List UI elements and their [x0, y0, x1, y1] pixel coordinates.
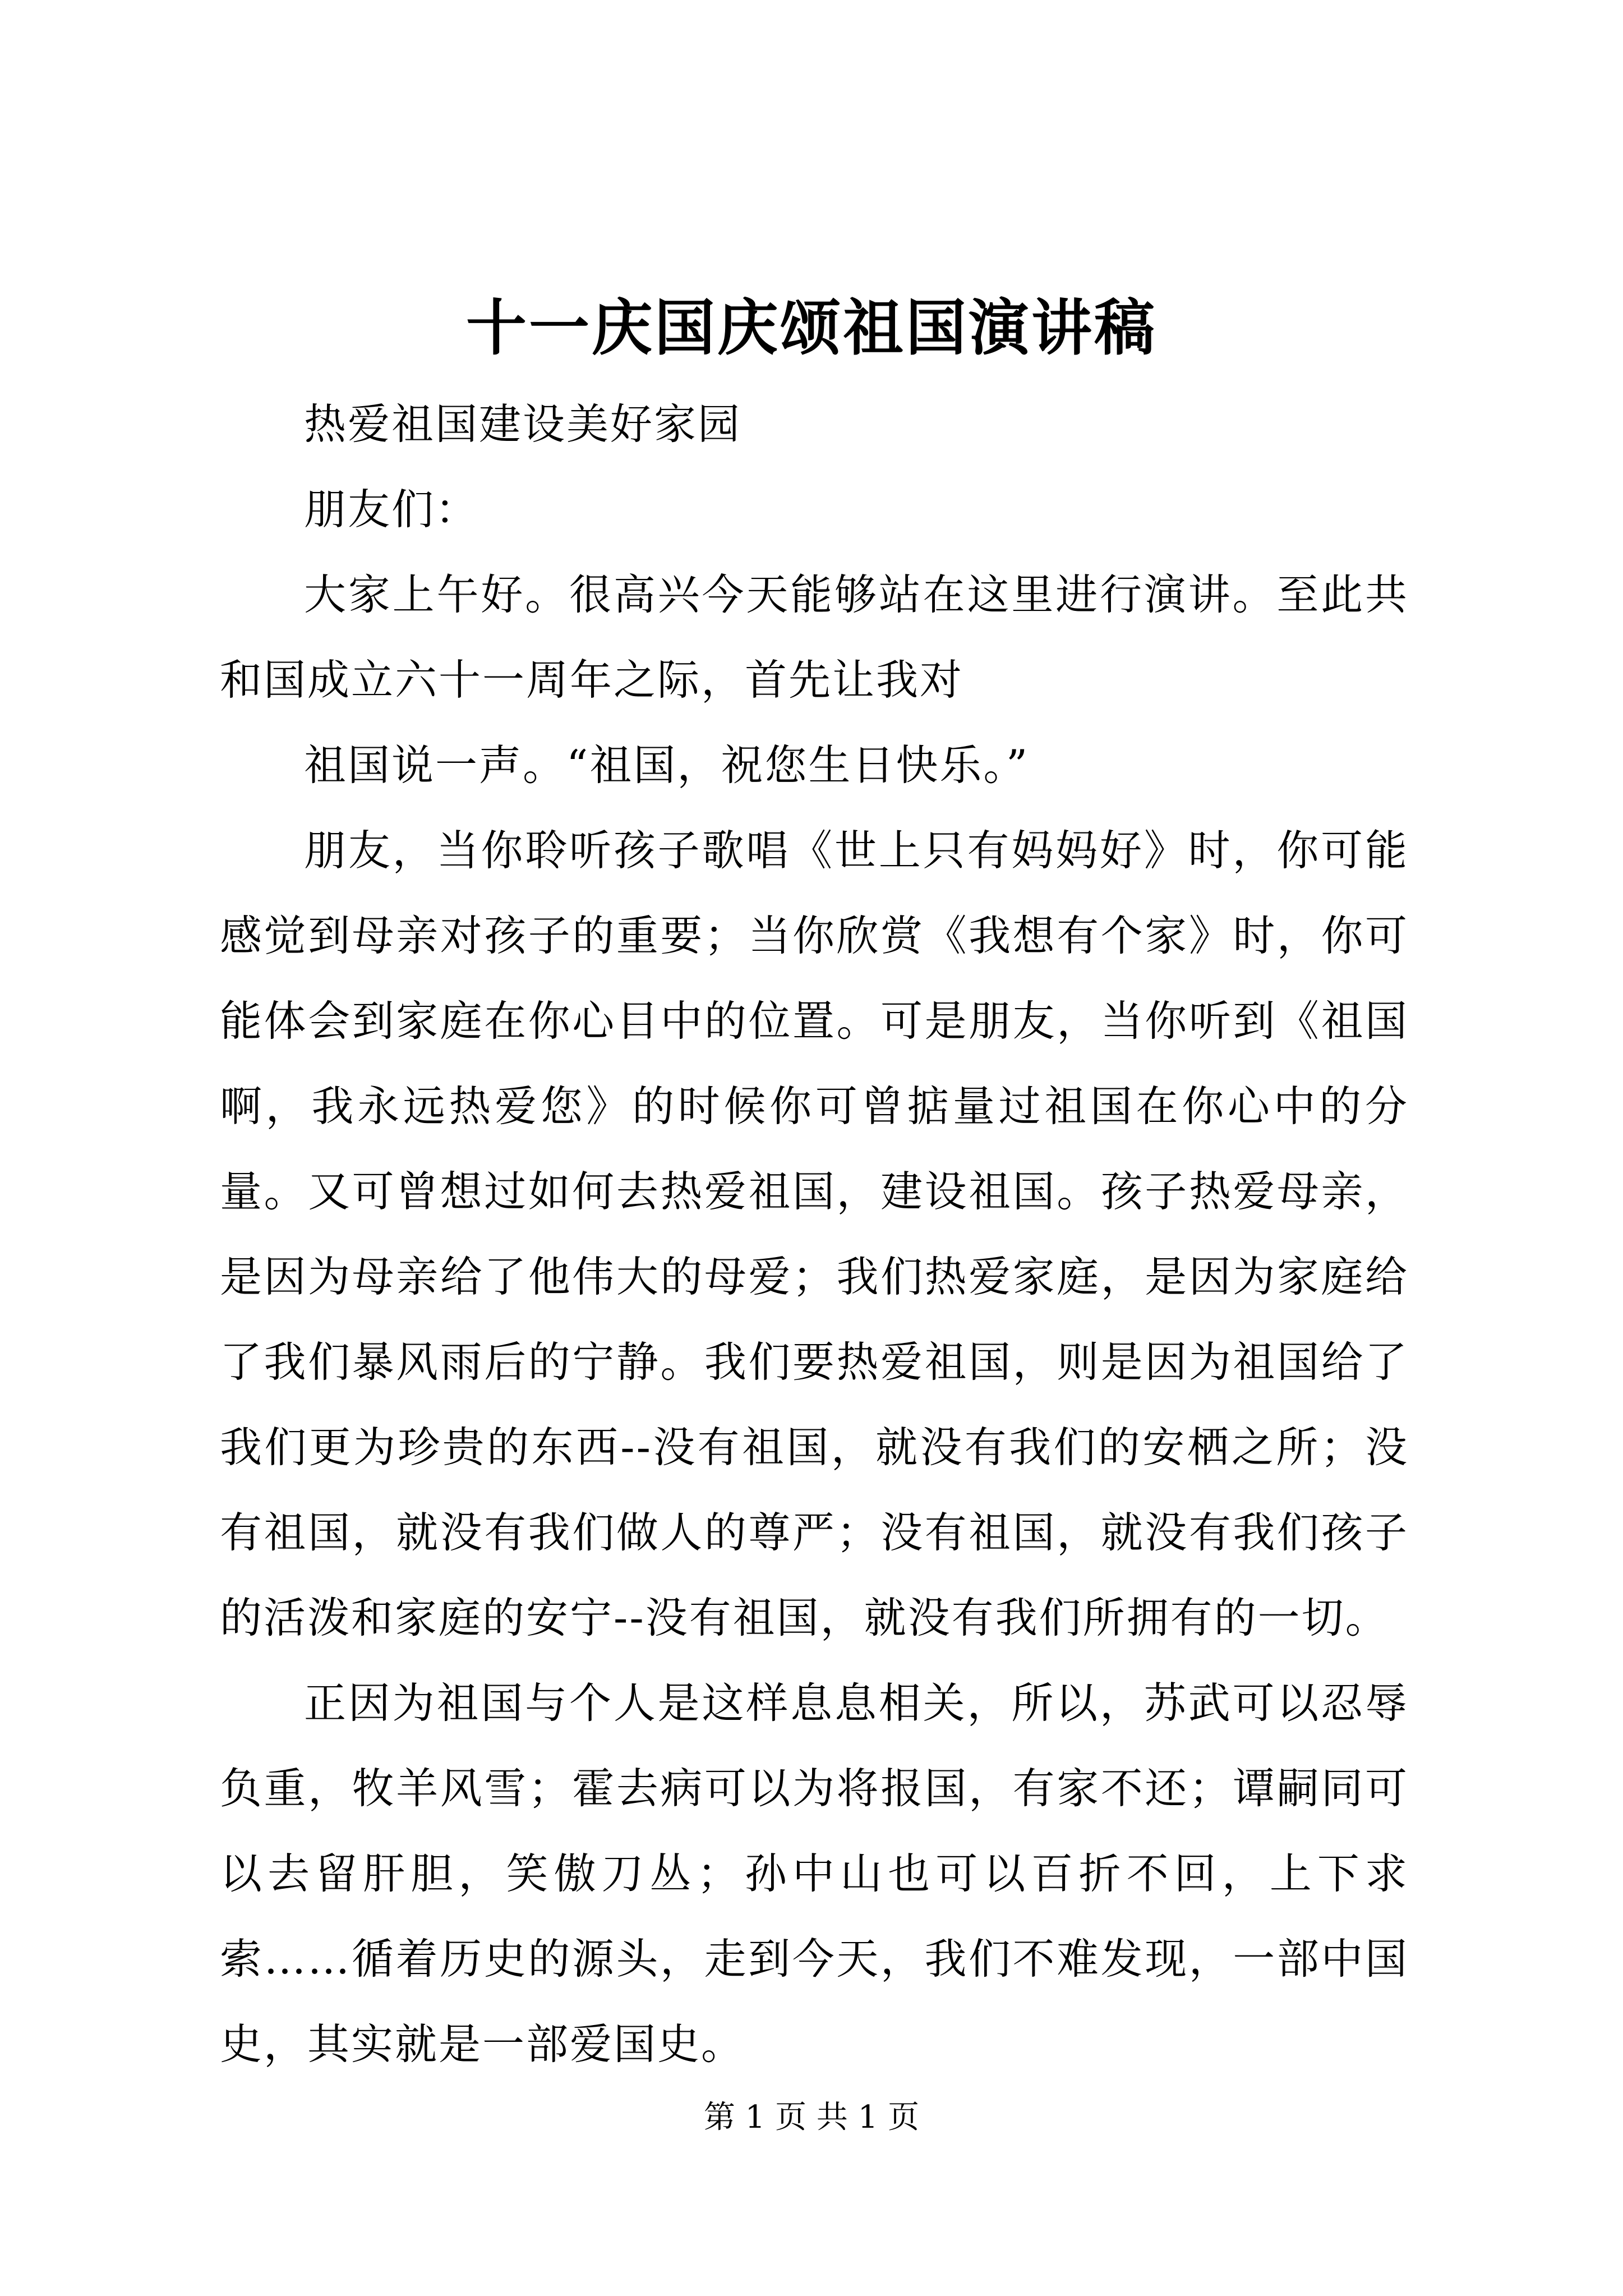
paragraph-salutation: 朋友们： — [304, 485, 479, 534]
paragraph-body-1: 朋友，当你聆听孩子歌唱《世上只有妈妈好》时，你可能感觉到母亲对孩子的重要；当你欣赏《我想有个家》时，你可能体会到家庭在你心目中的位置。可是朋友，当你听到《祖国啊，我永远热爱您》的时候你可曾掂量过祖国在你心中的分量。又可曾想过如何去热爱祖国，建设祖国。孩子热爱母亲，是因为母亲给了他伟大的母爱；我们热爱家庭，是因为家庭给了我们暴风雨后的宁静。我们要热爱祖国，则是因为祖国给了我们更为珍贵的东西--没有祖国，就没有我们的安栖之所；没有祖国，就没有我们做人的尊严；没有祖国，就没有我们孩子的活泼和家庭的安宁--没有祖国，就没有我们所拥有的一切。 — [220, 826, 1409, 1642]
paragraph-body-2: 正因为祖国与个人是这样息息相关，所以，苏武可以忍辱负重，牧羊风雪；霍去病可以为将报国，有家不还；谭嗣同可以去留肝胆，笑傲刀丛；孙中山也可以百折不回，上下求索……循着历史的源头，走到今天，我们不难发现，一部中国史，其实就是一部爱国史。 — [220, 1678, 1409, 2069]
page-number-footer: 第 1 页 共 1 页 — [703, 2099, 920, 2136]
paragraph-birthday-wish: 祖国说一声。“祖国，祝您生日快乐。” — [304, 740, 1030, 790]
document-body — [220, 381, 1409, 2087]
document-title: 十一庆国庆颂祖国演讲稿 — [465, 293, 1157, 364]
paragraph-subtitle: 热爱祖国建设美好家园 — [304, 399, 742, 449]
paragraph-greeting: 大家上午好。很高兴今天能够站在这里进行演讲。至此共和国成立六十一周年之际，首先让我对 — [220, 570, 1409, 705]
